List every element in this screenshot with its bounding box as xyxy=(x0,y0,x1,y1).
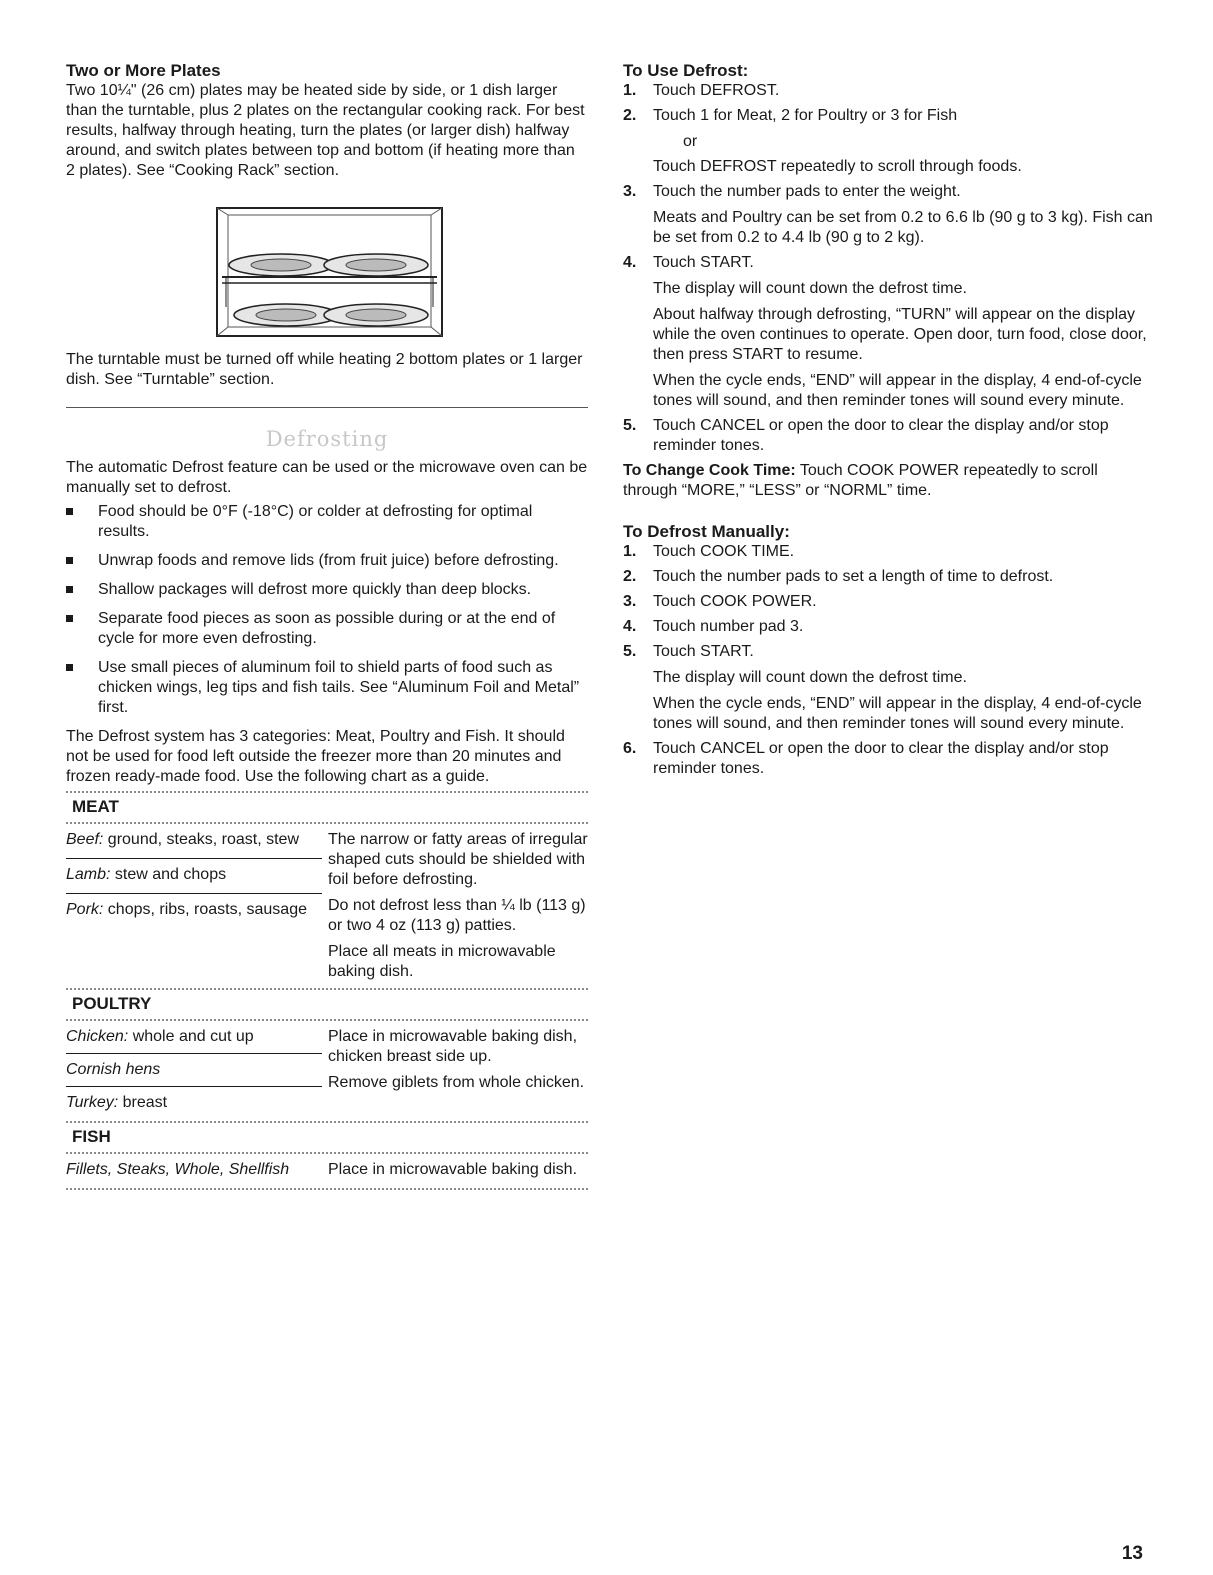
step-item: 4. Touch START. The display will count down the defrost time. About halfway through defrosting, “TURN” will appear on the display while the oven continues to operate. Open door, turn food, close door, then press START to resume. When the cycle ends, “END” will appear in the display, 4 end-of-cycle tones will sound, and then reminder tones will sound every minute. xyxy=(623,253,1153,411)
manual-defrost-steps xyxy=(623,542,1153,779)
poultry-category-title: POULTRY xyxy=(72,994,152,1013)
step-item: 1. Touch COOK TIME. xyxy=(623,543,795,560)
meat-category-title: MEAT xyxy=(72,797,119,816)
meat-note-weight: Do not defrost less than ¼ lb (113 g) or two 4 oz (113 g) patties. xyxy=(328,897,586,934)
list-item: Unwrap foods and remove lids (from fruit juice) before defrosting. xyxy=(66,551,588,571)
bullet-icon xyxy=(66,508,73,515)
step-item: 4. Touch number pad 3. xyxy=(623,618,804,635)
fish-note: Place in microwavable baking dish. xyxy=(328,1161,578,1178)
step-sub: When the cycle ends, “END” will appear in the display, 4 end-of-cycle tones will sound, and then reminder tones will sound every minute. xyxy=(653,372,1142,409)
defrost-intro: The automatic Defrost feature can be used or the microwave oven can be manually set to defrost. xyxy=(66,459,588,496)
step-item: 5. Touch CANCEL or open the door to clear the display and/or stop reminder tones. xyxy=(623,417,1109,454)
table-row: Fillets, Steaks, Whole, Shellfish xyxy=(66,1161,290,1178)
right-column xyxy=(623,60,1153,784)
step-item: 3. Touch the number pads to enter the weight. Meats and Poultry can be set from 0.2 to 6.6 lb (90 g to 3 kg). Fish can be set from 0.2 to 4.4 lb (90 g to 2 kg). xyxy=(623,183,1153,246)
step-item: 1. Touch DEFROST. xyxy=(623,82,780,99)
manual-defrost-heading: To Defrost Manually: xyxy=(623,522,790,541)
step-sub: Touch DEFROST repeatedly to scroll through foods. xyxy=(653,158,1022,175)
step-item: 2. Touch 1 for Meat, 2 for Poultry or 3 for Fish or Touch DEFROST repeatedly to scroll through foods. xyxy=(623,106,1153,177)
step-sub: The display will count down the defrost time. xyxy=(653,280,967,297)
table-row: Turkey: breast xyxy=(66,1086,322,1113)
step-item: 5. Touch START. The display will count down the defrost time. When the cycle ends, “END” will appear in the display, 4 end-of-cycle tones will sound, and then reminder tones will sound every minute. xyxy=(623,642,1153,734)
step-item: 2. Touch the number pads to set a length of time to defrost. xyxy=(623,568,1054,585)
use-defrost-heading: To Use Defrost: xyxy=(623,61,749,80)
step-sub: About halfway through defrosting, “TURN” will appear on the display while the oven continues to operate. Open door, turn food, close door, then press START to resume. xyxy=(653,306,1147,363)
plates-text: Two 10¼" (26 cm) plates may be heated side by side, or 1 dish larger than the turntable, plus 2 plates on the rectangular cooking rack. For best results, halfway through heating, turn the plates (or larger dish) halfway around, and switch plates between top and bottom (if heating more than 2 plates). See “Cooking Rack” section. xyxy=(66,82,585,179)
categories-text: The Defrost system has 3 categories: Meat, Poultry and Fish. It should not be used for food left outside the freezer more than 20 minutes and frozen ready-made food. Use the following chart as a guide. xyxy=(66,728,565,785)
poultry-note-dish: Place in microwavable baking dish, chicken breast side up. xyxy=(328,1028,578,1065)
bullet-icon xyxy=(66,557,73,564)
fish-table xyxy=(66,1160,588,1180)
list-item: Separate food pieces as soon as possible during or at the end of cycle for more even defrosting. xyxy=(66,609,588,649)
meat-table xyxy=(66,830,588,982)
table-row: Chicken: whole and cut up xyxy=(66,1028,254,1045)
table-row: Lamb: stew and chops xyxy=(66,858,322,893)
section-divider xyxy=(66,407,588,408)
meat-note-dish: Place all meats in microwavable baking dish. xyxy=(328,943,556,980)
bullet-icon xyxy=(66,664,73,671)
change-cook-time: To Change Cook Time: Touch COOK POWER repeatedly to scroll through “MORE,” “LESS” or “NORML” time. xyxy=(623,462,1098,499)
step-item: 6. Touch CANCEL or open the door to clear the display and/or stop reminder tones. xyxy=(623,740,1109,777)
step-or: or xyxy=(683,133,698,150)
plates-heading: Two or More Plates xyxy=(66,61,221,80)
defrost-tips-list xyxy=(66,502,588,718)
turntable-text: The turntable must be turned off while heating 2 bottom plates or 1 larger dish. See “Turntable” section. xyxy=(66,351,583,388)
defrost-chart xyxy=(66,791,588,1190)
poultry-table xyxy=(66,1027,588,1113)
fish-category-title: FISH xyxy=(72,1127,111,1146)
list-item: Shallow packages will defrost more quickly than deep blocks. xyxy=(66,580,588,600)
bullet-icon xyxy=(66,615,73,622)
poultry-note-giblets: Remove giblets from whole chicken. xyxy=(328,1074,585,1091)
step-sub: When the cycle ends, “END” will appear in the display, 4 end-of-cycle tones will sound, and then reminder tones will sound every minute. xyxy=(653,695,1142,732)
step-sub: The display will count down the defrost time. xyxy=(653,669,967,686)
step-item: 3. Touch COOK POWER. xyxy=(623,593,817,610)
page-number: 13 xyxy=(1121,1543,1143,1564)
table-row: Beef: ground, steaks, roast, stew xyxy=(66,831,300,848)
left-column xyxy=(66,60,588,1190)
list-item: Food should be 0°F (-18°C) or colder at defrosting for optimal results. xyxy=(66,502,588,542)
bullet-icon xyxy=(66,586,73,593)
step-sub: Meats and Poultry can be set from 0.2 to 6.6 lb (90 g to 3 kg). Fish can be set from 0.2 to 4.4 lb (90 g to 2 kg). xyxy=(653,209,1153,246)
oven-plates-illustration xyxy=(216,207,443,337)
table-row: Cornish hens xyxy=(66,1053,322,1086)
use-defrost-steps xyxy=(623,81,1153,456)
table-row: Pork: chops, ribs, roasts, sausage xyxy=(66,893,322,920)
section-title: Defrosting xyxy=(265,427,389,451)
list-item: Use small pieces of aluminum foil to shield parts of food such as chicken wings, leg tips and fish tails. See “Aluminum Foil and Metal” first. xyxy=(66,658,588,718)
meat-note-shield: The narrow or fatty areas of irregular shaped cuts should be shielded with foil before defrosting. xyxy=(328,831,588,888)
